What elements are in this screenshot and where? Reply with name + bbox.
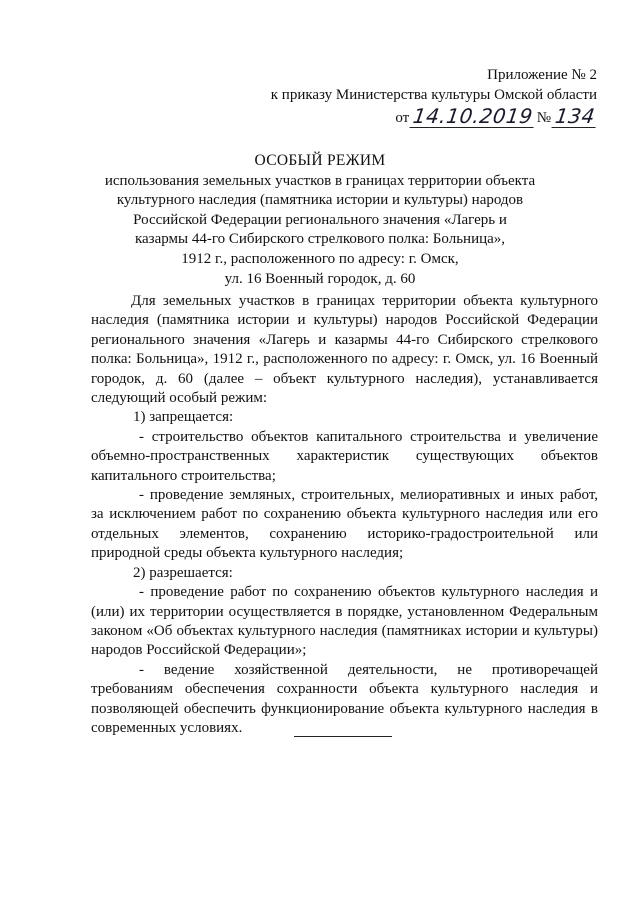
number-label: № xyxy=(536,110,551,126)
title-line: ул. 16 Военный городок, д. 60 xyxy=(224,270,416,287)
document-body xyxy=(91,292,598,738)
document-title xyxy=(80,151,560,289)
title-line: Российской Федерации регионального значения «Лагерь и xyxy=(133,211,507,228)
order-date-line xyxy=(395,106,597,128)
title-line: культурного наследия (памятника истории и культуры) народов xyxy=(116,192,524,209)
intro-paragraph: Для земельных участков в границах территории объекта культурного наследия (памятника истории и культуры) народов Российской Федерации регионального значения «Лагерь и казармы 44-го Сибирского стрелкового полка: Больница», 1912 г., расположенного по адресу: г. Омск, ул. 16 Военный городок, д. 60 (далее – объект культурного наследия), устанавливается следующий особый режим: xyxy=(91,293,598,407)
prohibited-item: - строительство объектов капитального строительства и увеличение объемно-пространственных характеристик существующих объектов капитального строительства; xyxy=(91,428,598,484)
section-heading-permitted: 2) разрешается: xyxy=(133,564,233,581)
title-line: казармы 44-го Сибирского стрелкового полка: Больница», xyxy=(134,231,506,248)
handwritten-order-number: 134 xyxy=(551,106,598,128)
from-label: от xyxy=(395,110,410,126)
end-divider-line xyxy=(294,736,392,737)
order-reference: к приказу Министерства культуры Омской области xyxy=(270,87,597,103)
title-line: использования земельных участков в границах территории объекта xyxy=(104,172,536,189)
prohibited-item: - проведение земляных, строительных, мелиоративных и иных работ, за исключением работ по сохранению объекта культурного наследия или его отдельных элементов, сохранению историко-градостроительной или природной среды объекта культурного наследия; xyxy=(91,487,598,562)
title-line: 1912 г., расположенного по адресу: г. Омск, xyxy=(181,250,459,267)
title-main: ОСОБЫЙ РЕЖИМ xyxy=(254,152,386,169)
permitted-item: - проведение работ по сохранению объектов культурного наследия и (или) их территории осуществляется в порядке, установленном Федеральным законом «Об объектах культурного наследия (памятниках истории и культуры) народов Российской Федерации»; xyxy=(91,584,598,659)
appendix-number: Приложение № 2 xyxy=(487,67,597,83)
section-heading-prohibited: 1) запрещается: xyxy=(133,409,234,426)
permitted-item: - ведение хозяйственной деятельности, не противоречащей требованиям обеспечения сохранности объекта культурного наследия и позволяющей обеспечить функционирование объекта культурного наследия в современных условиях. xyxy=(91,661,598,736)
handwritten-date: 14.10.2019 xyxy=(411,104,535,128)
